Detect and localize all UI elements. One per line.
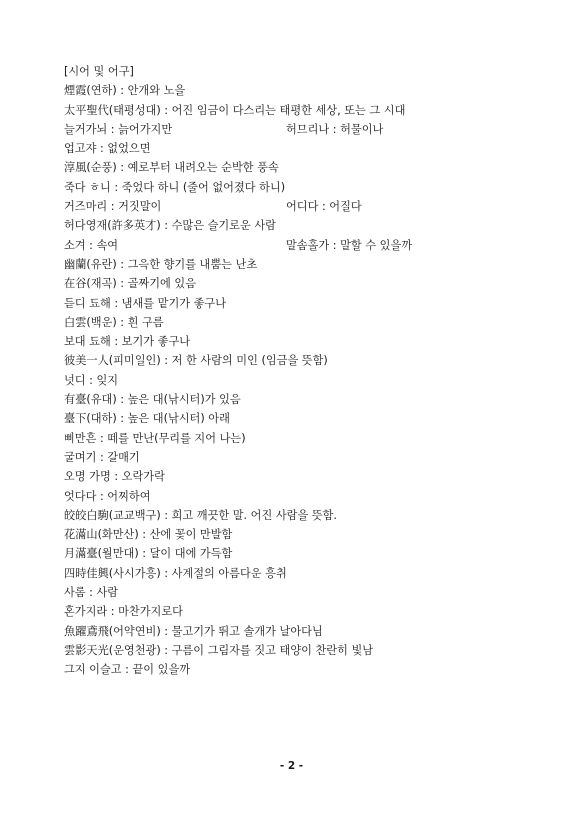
glossary-entry xyxy=(64,467,534,486)
entry-text: 雲影天光(운영천광) : 구름이 그림자를 짓고 태양이 찬란히 빛남 xyxy=(64,643,374,657)
glossary-entries xyxy=(64,81,534,679)
entry-text-right: 말솜홀가 : 말할 수 있을까 xyxy=(286,238,413,252)
glossary-entry xyxy=(64,351,534,370)
entry-text: 소겨 : 속여 xyxy=(64,238,119,252)
glossary-entry xyxy=(64,487,534,506)
entry-text: 보대 됴해 : 보기가 좋구나 xyxy=(64,335,191,349)
entry-text: 엇다다 : 어찌하여 xyxy=(64,489,151,503)
glossary-entry xyxy=(64,506,534,525)
glossary-entry xyxy=(64,236,534,255)
entry-text: 허다영재(許多英才) : 수많은 슬기로운 사람 xyxy=(64,219,276,233)
entry-text: 죽다 ㅎ니 : 죽었다 하니 (줄어 없어졌다 하니) xyxy=(64,180,286,194)
entry-text: 혼가지라 : 마찬가지로다 xyxy=(64,605,183,619)
glossary-entry xyxy=(64,332,534,351)
entry-text: 사롬 : 사람 xyxy=(64,586,119,600)
entry-text: 그지 이슬고 : 끝이 있을까 xyxy=(64,663,191,677)
glossary-entry xyxy=(64,294,534,313)
entry-text: 在谷(재곡) : 골짜기에 있음 xyxy=(64,277,196,291)
entry-text: 굴며기 : 갈매기 xyxy=(64,450,140,464)
entry-text: 白雲(백운) : 흰 구름 xyxy=(64,315,164,329)
entry-text: 彼美一人(피미일인) : 저 한 사람의 미인 (임금을 뜻함) xyxy=(64,354,328,368)
entry-text: 皎皎白駒(교교백구) : 희고 깨끗한 말. 어진 사람을 뜻함. xyxy=(64,508,337,522)
glossary-entry xyxy=(64,158,534,177)
entry-text: 有臺(유대) : 높은 대(낚시터)가 있음 xyxy=(64,393,241,407)
glossary-entry xyxy=(64,139,534,158)
glossary-entry xyxy=(64,429,534,448)
entry-text: 太平聖代(태평성대) : 어진 임금이 다스리는 태평한 세상, 또는 그 시대 xyxy=(64,103,406,117)
glossary-entry xyxy=(64,371,534,390)
vocabulary-list xyxy=(64,62,534,680)
glossary-entry xyxy=(64,622,534,641)
page-number: - 2 - xyxy=(279,760,304,772)
entry-text: 四時佳興(사시가흥) : 사계절의 아름다운 흥취 xyxy=(64,566,287,580)
entry-text: 月滿臺(월만대) : 달이 대에 가득함 xyxy=(64,547,233,561)
glossary-entry xyxy=(64,525,534,544)
glossary-entry xyxy=(64,409,534,428)
entry-text: 업고쟈 : 없었으면 xyxy=(64,142,151,156)
glossary-entry xyxy=(64,448,534,467)
entry-text: 거즈마리 : 거짓말이 xyxy=(64,200,162,214)
section-heading: [시어 및 어구] xyxy=(64,65,134,78)
glossary-entry xyxy=(64,544,534,563)
entry-text: 듣디 됴해 : 냄새를 맡기가 좋구나 xyxy=(64,296,227,310)
entry-text-right: 어디다 : 어질다 xyxy=(286,200,362,214)
glossary-entry xyxy=(64,602,534,621)
entry-text-right: 허므리나 : 허물이나 xyxy=(286,122,384,136)
glossary-entry xyxy=(64,641,534,660)
entry-text: 淳風(순풍) : 예로부터 내려오는 순박한 풍속 xyxy=(64,161,279,175)
glossary-entry xyxy=(64,390,534,409)
glossary-entry xyxy=(64,120,534,139)
glossary-entry xyxy=(64,81,534,100)
glossary-entry xyxy=(64,564,534,583)
glossary-entry xyxy=(64,255,534,274)
glossary-entry xyxy=(64,216,534,235)
glossary-entry xyxy=(64,101,534,120)
entry-text: 오명 가명 : 오락가락 xyxy=(64,470,165,484)
glossary-entry xyxy=(64,313,534,332)
glossary-entry xyxy=(64,583,534,602)
entry-text: 魚躍鳶飛(어약연비) : 물고기가 뛰고 솔개가 날아다님 xyxy=(64,624,323,638)
entry-text: 넛디 : 잊지 xyxy=(64,373,119,387)
glossary-entry xyxy=(64,197,534,216)
glossary-entry xyxy=(64,178,534,197)
entry-text: 늘거가뇌 : 늙어가지만 xyxy=(64,122,173,136)
entry-text: 煙霞(연하) : 안개와 노을 xyxy=(64,84,186,98)
entry-text: 臺下(대하) : 높은 대(낚시터) 아래 xyxy=(64,412,230,426)
entry-text: 幽蘭(유란) : 그윽한 향기를 내뿜는 난초 xyxy=(64,257,258,271)
glossary-entry xyxy=(64,274,534,293)
glossary-entry xyxy=(64,660,534,679)
entry-text: 花滿山(화만산) : 산에 꽃이 만발함 xyxy=(64,528,233,542)
entry-text: 삐만흔 : 떼를 만난(무리를 지어 나는) xyxy=(64,431,246,445)
